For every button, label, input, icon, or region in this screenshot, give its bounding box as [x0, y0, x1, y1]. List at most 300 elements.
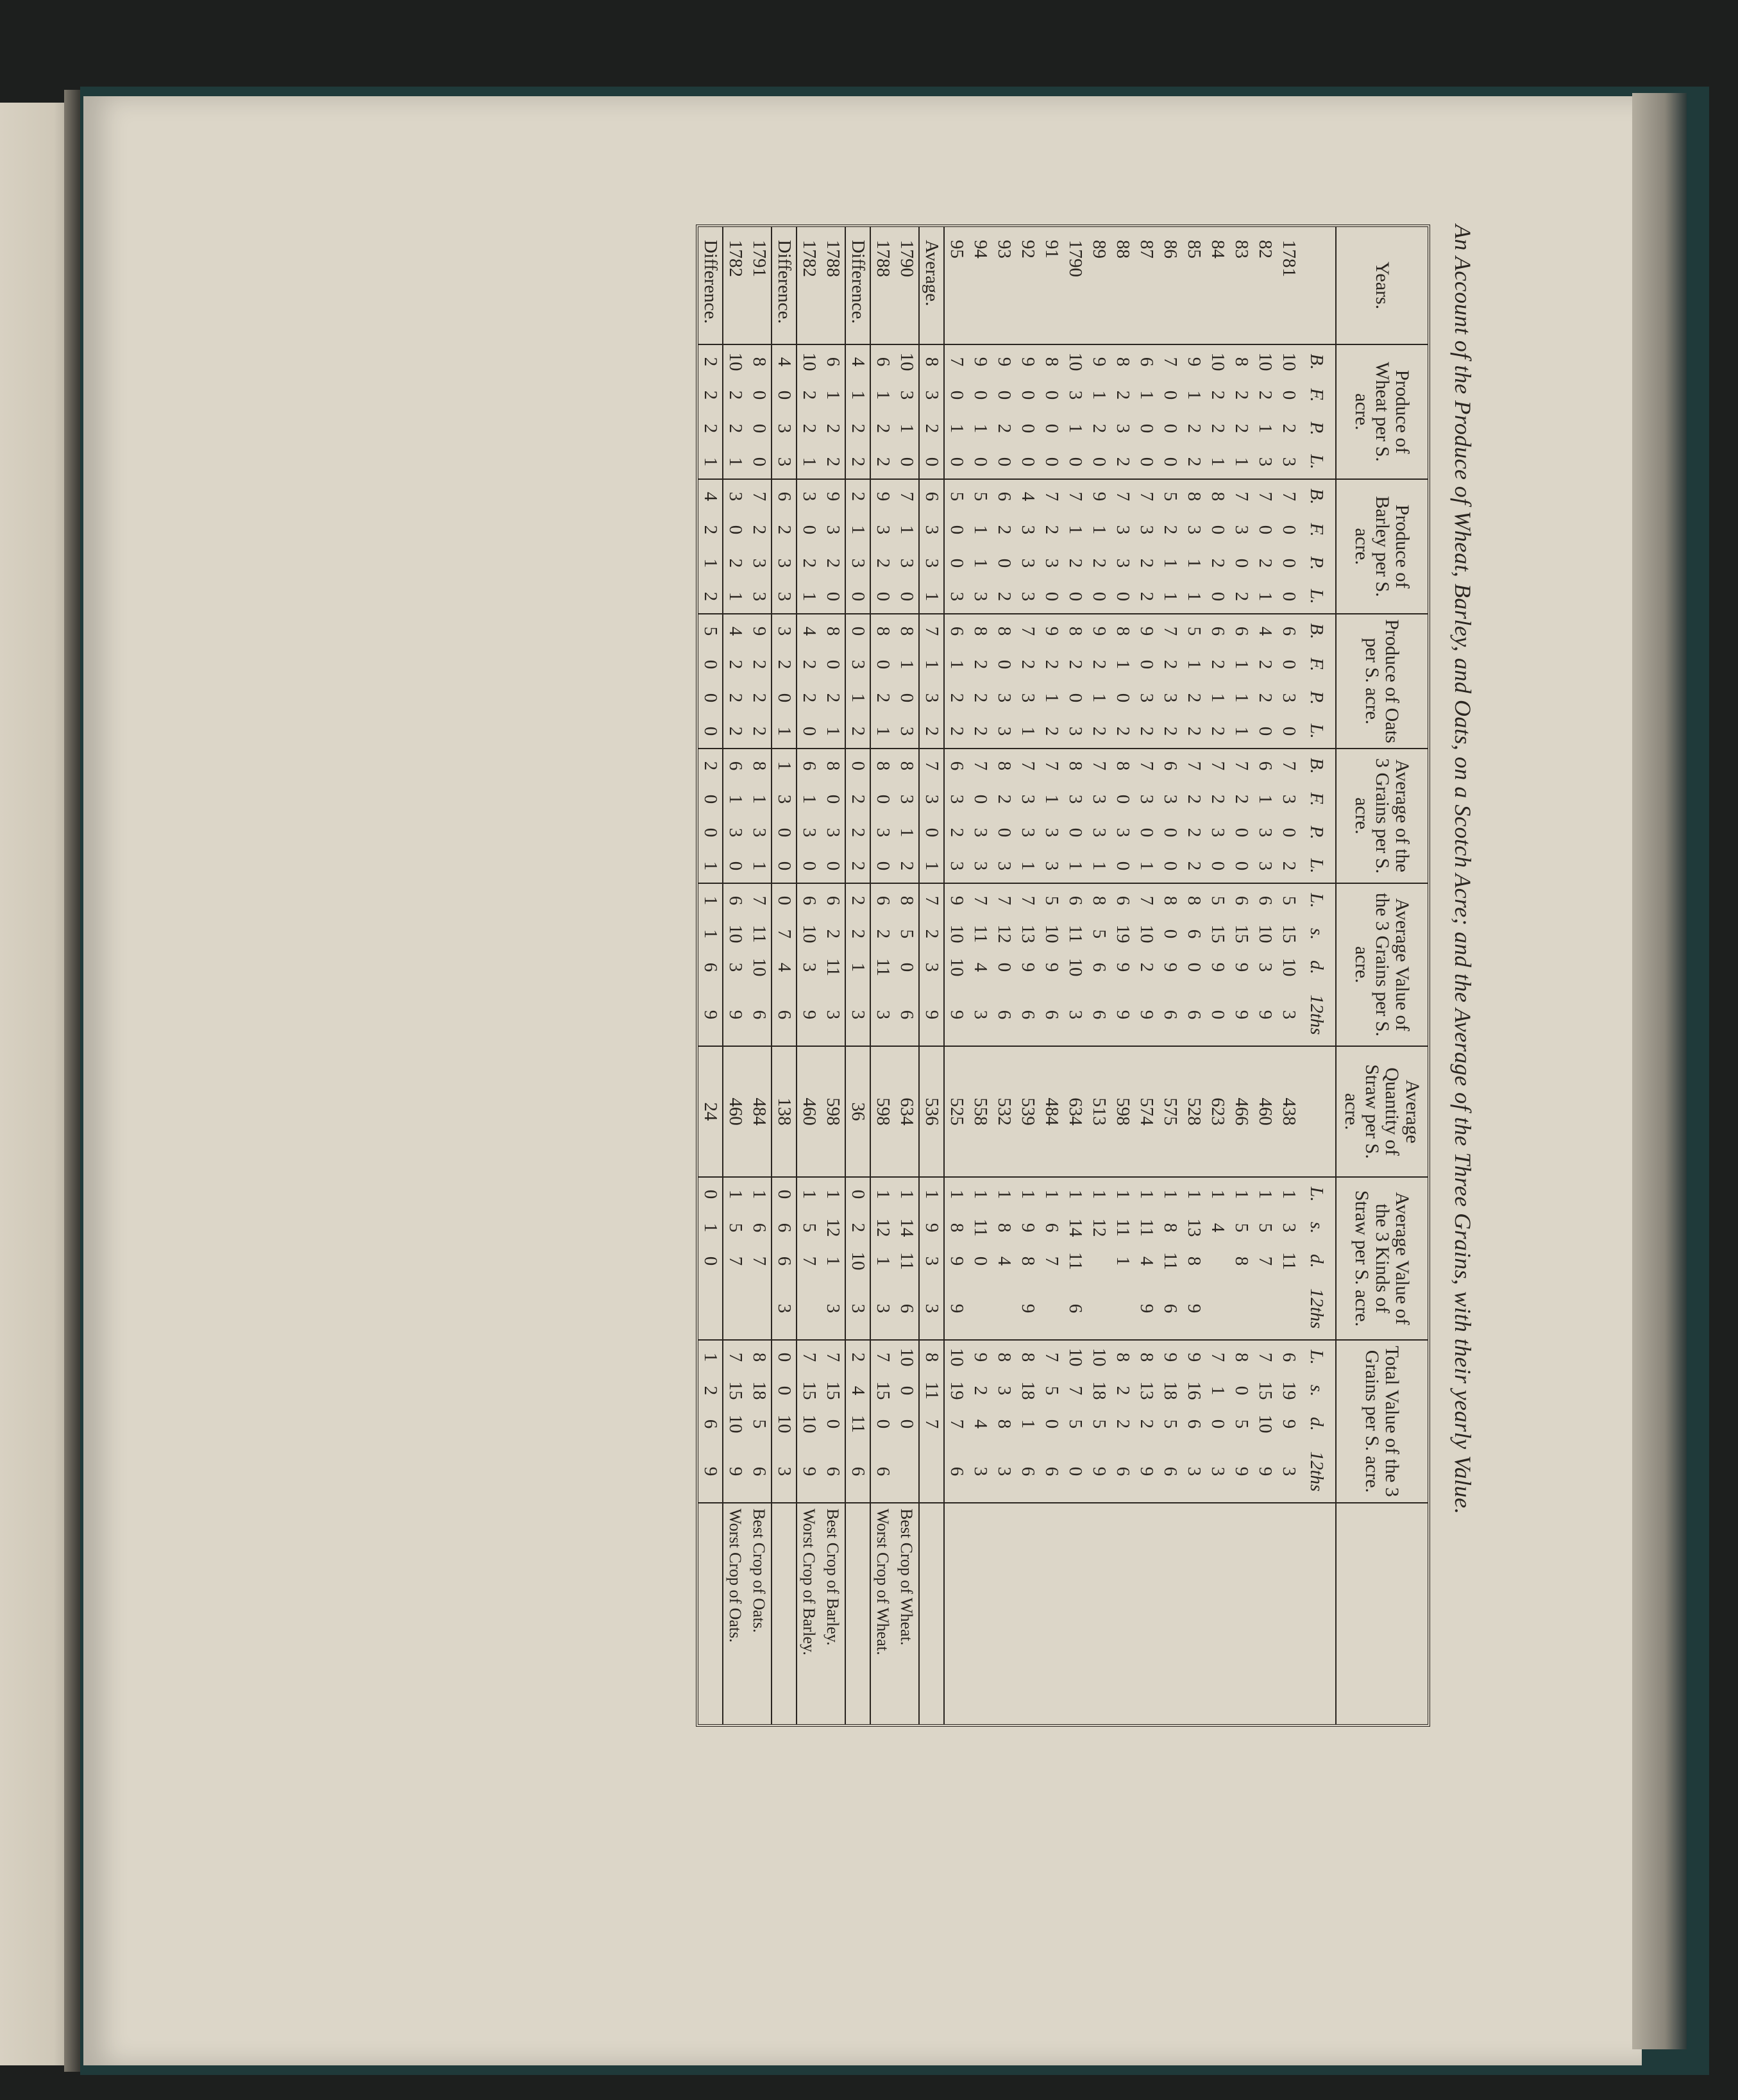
average-value-cell: 6 — [1089, 962, 1109, 972]
unit-label: d. — [1306, 960, 1328, 974]
header-years: Years. — [1336, 227, 1428, 344]
straw-value-cell: 1 — [873, 1256, 893, 1266]
straw-value-cell — [1253, 1278, 1277, 1340]
oats-cell: 2 — [1255, 659, 1276, 670]
average-grains-cell: 7 — [1087, 749, 1111, 783]
wheat-cell: 0 — [994, 457, 1015, 467]
total-value-cell: 9 — [968, 1340, 992, 1374]
average-grains-cell: 3 — [919, 783, 944, 816]
straw-value-cell — [797, 1278, 821, 1340]
straw-value-cell: 1 — [1253, 1177, 1277, 1211]
average-grains-cell: 0 — [873, 861, 893, 871]
average-grains-cell: 7 — [1206, 749, 1229, 783]
average-grains-cell: 0 — [799, 861, 820, 871]
wheat-cell: 3 — [772, 445, 797, 479]
average-grains-cell: 3 — [1255, 861, 1276, 871]
average-value-cell: 9 — [1042, 962, 1062, 972]
total-value-cell: 3 — [1184, 1466, 1204, 1477]
average-value-cell: 6 — [821, 883, 845, 917]
total-value-cell: 10 — [1063, 1340, 1087, 1374]
unit-label: s. — [1306, 927, 1328, 940]
table-row — [992, 227, 1016, 1724]
average-grains-cell: 3 — [725, 827, 746, 838]
crop-note — [944, 1503, 968, 1724]
average-grains-cell: 6 — [1253, 749, 1277, 783]
average-grains-cell: 2 — [1184, 794, 1204, 804]
average-grains-cell: 0 — [873, 794, 893, 804]
total-value-cell: 6 — [947, 1466, 967, 1477]
barley-cell: 0 — [1042, 591, 1062, 602]
year-cell: 88 — [1113, 240, 1133, 258]
straw-value-cell — [747, 1278, 772, 1340]
wheat-cell: 0 — [1042, 390, 1062, 400]
table-row — [1206, 227, 1229, 1724]
wheat-cell: 0 — [895, 445, 919, 479]
crop-note: Best Crop of Barley. — [821, 1503, 845, 1724]
straw-value-cell: 1 — [698, 1211, 723, 1244]
average-value-cell: 10 — [947, 958, 967, 977]
barley-cell: 2 — [1231, 591, 1252, 602]
average-grains-cell: 3 — [1279, 794, 1299, 804]
oats-cell: 1 — [772, 715, 797, 749]
barley-cell: 2 — [799, 558, 820, 568]
barley-cell: 2 — [1065, 558, 1086, 568]
barley-cell: 4 — [1016, 479, 1040, 513]
barley-cell: 7 — [1040, 479, 1063, 513]
wheat-cell: 2 — [1208, 423, 1228, 434]
straw-quantity-cell: 484 — [747, 1046, 772, 1177]
table-row — [797, 227, 821, 1724]
total-value-cell: 7 — [1040, 1340, 1063, 1374]
average-value-cell: 6 — [1018, 1010, 1038, 1020]
table-row — [968, 227, 992, 1724]
oats-cell: 1 — [1018, 726, 1038, 736]
straw-value-cell: 3 — [919, 1244, 944, 1278]
wheat-cell: 10 — [1277, 344, 1301, 378]
average-value-cell: 8 — [895, 883, 919, 917]
straw-value-cell: 1 — [1135, 1177, 1158, 1211]
straw-value-cell: 3 — [919, 1278, 944, 1340]
oats-cell: 0 — [1279, 659, 1299, 670]
wheat-cell: 9 — [1016, 344, 1040, 378]
straw-value-cell: 1 — [968, 1177, 992, 1211]
average-grains-cell: 3 — [970, 861, 991, 871]
total-value-cell: 8 — [992, 1340, 1016, 1374]
total-value-cell: 10 — [1087, 1340, 1111, 1374]
straw-value-cell — [723, 1278, 747, 1340]
total-value-cell: 18 — [1018, 1381, 1038, 1400]
barley-cell: 2 — [821, 546, 845, 580]
oats-cell: 3 — [1279, 693, 1299, 703]
straw-value-cell: 1 — [821, 1177, 845, 1211]
average-value-cell: 1 — [845, 951, 870, 984]
average-value-cell: 2 — [845, 917, 870, 951]
oats-cell: 1 — [821, 715, 845, 749]
total-value-cell: 8 — [919, 1340, 944, 1374]
barley-cell: 7 — [1277, 479, 1301, 513]
average-value-cell: 10 — [1136, 924, 1157, 944]
average-value-cell: 9 — [799, 1010, 820, 1020]
oats-cell: 2 — [1208, 726, 1228, 736]
average-grains-cell: 0 — [698, 816, 723, 849]
barley-cell: 2 — [1208, 558, 1228, 568]
straw-value-cell: 7 — [799, 1256, 820, 1266]
average-value-cell: 8 — [1087, 883, 1111, 917]
total-value-cell: 5 — [1065, 1419, 1086, 1429]
total-value-cell: 7 — [1206, 1340, 1229, 1374]
straw-value-cell: 1 — [821, 1244, 845, 1278]
total-value-cell: 7 — [870, 1340, 895, 1374]
wheat-cell: 9 — [1182, 344, 1206, 378]
total-value-cell: 0 — [821, 1407, 845, 1441]
average-value-cell: 9 — [1231, 962, 1252, 972]
wheat-cell: 1 — [799, 457, 820, 467]
straw-value-cell: 6 — [772, 1244, 797, 1278]
average-grains-cell: 0 — [821, 849, 845, 883]
wheat-cell: 0 — [1160, 390, 1181, 400]
average-value-cell: 6 — [1229, 883, 1253, 917]
oats-cell: 2 — [947, 693, 967, 703]
average-value-cell: 2 — [845, 883, 870, 917]
straw-quantity-cell: 24 — [698, 1046, 723, 1177]
total-value-cell: 6 — [1042, 1466, 1062, 1477]
barley-cell: 3 — [1018, 525, 1038, 535]
total-value-cell: 6 — [698, 1407, 723, 1441]
wheat-cell: 3 — [919, 378, 944, 412]
average-grains-cell: 3 — [947, 794, 967, 804]
year-cell: 92 — [1018, 240, 1038, 258]
header-average-grains: Average of the 3 Grains per S. acre. — [1336, 749, 1428, 883]
average-grains-cell: 1 — [1136, 861, 1157, 871]
barley-cell: 3 — [1018, 558, 1038, 568]
crop-note — [1016, 1503, 1040, 1724]
wheat-cell: 4 — [772, 344, 797, 378]
oats-cell: 8 — [870, 614, 895, 648]
total-value-cell: 5 — [1089, 1419, 1109, 1429]
average-value-cell: 6 — [797, 883, 821, 917]
unit-label: F. — [1306, 388, 1328, 402]
average-grains-cell: 3 — [747, 816, 772, 849]
wheat-cell: 2 — [725, 390, 746, 400]
straw-value-cell: 11 — [1279, 1252, 1299, 1270]
barley-cell: 1 — [919, 580, 944, 614]
crop-note — [1087, 1503, 1111, 1724]
total-value-cell: 6 — [1160, 1466, 1181, 1477]
total-value-cell: 8 — [747, 1340, 772, 1374]
average-value-cell: 3 — [1065, 1010, 1086, 1020]
average-value-cell: 3 — [821, 984, 845, 1046]
straw-value-cell: 4 — [1136, 1256, 1157, 1266]
straw-value-cell: 11 — [1113, 1219, 1133, 1237]
straw-value-cell: 4 — [994, 1256, 1015, 1266]
year-cell: 95 — [947, 240, 967, 258]
barley-cell: 6 — [919, 479, 944, 513]
total-value-cell: 4 — [845, 1374, 870, 1407]
total-value-cell: 5 — [1160, 1419, 1181, 1429]
wheat-cell: 0 — [1160, 457, 1181, 467]
average-grains-cell: 2 — [994, 794, 1015, 804]
total-value-cell: 3 — [1208, 1466, 1228, 1477]
oats-cell: 6 — [944, 614, 968, 648]
year-cell: 87 — [1136, 240, 1157, 258]
total-value-cell: 9 — [698, 1441, 723, 1503]
straw-value-cell: 6 — [1042, 1223, 1062, 1233]
average-value-cell: 11 — [747, 917, 772, 951]
barley-cell: 7 — [747, 479, 772, 513]
total-value-cell: 8 — [1229, 1340, 1253, 1374]
total-value-cell: 0 — [895, 1374, 919, 1407]
straw-value-cell: 1 — [1158, 1177, 1182, 1211]
average-value-cell: 6 — [698, 951, 723, 984]
average-grains-cell: 2 — [1184, 827, 1204, 838]
average-value-cell: 10 — [1065, 958, 1086, 977]
crop-note: Best Crop of Oats. — [747, 1503, 772, 1724]
average-grains-cell: 7 — [1135, 749, 1158, 783]
straw-value-cell: 9 — [947, 1256, 967, 1266]
average-value-cell: 15 — [1208, 924, 1228, 944]
barley-cell: 5 — [1158, 479, 1182, 513]
barley-cell: 0 — [1279, 525, 1299, 535]
average-grains-cell: 2 — [845, 816, 870, 849]
wheat-cell: 0 — [947, 390, 967, 400]
average-value-cell: 7 — [1135, 883, 1158, 917]
average-value-cell: 6 — [723, 883, 747, 917]
average-grains-cell: 3 — [821, 816, 845, 849]
oats-cell: 0 — [772, 681, 797, 715]
straw-value-cell: 12 — [873, 1218, 893, 1237]
barley-cell: 1 — [1255, 591, 1276, 602]
oats-cell: 2 — [1184, 693, 1204, 703]
oats-cell: 8 — [895, 614, 919, 648]
barley-cell: 9 — [1087, 479, 1111, 513]
average-value-cell: 7 — [1016, 883, 1040, 917]
average-value-cell: 9 — [1231, 1010, 1252, 1020]
oats-cell: 2 — [845, 715, 870, 749]
wheat-cell: 0 — [1042, 423, 1062, 434]
straw-quantity-cell: 539 — [1016, 1046, 1040, 1177]
average-value-cell: 0 — [1184, 962, 1204, 972]
wheat-cell: 0 — [1042, 457, 1062, 467]
wheat-cell: 8 — [919, 344, 944, 378]
average-grains-cell: 3 — [1255, 827, 1276, 838]
average-grains-cell: 2 — [845, 783, 870, 816]
average-value-cell: 7 — [968, 883, 992, 917]
barley-cell: 4 — [698, 479, 723, 513]
wheat-cell: 2 — [845, 412, 870, 445]
unit-blank — [1301, 1046, 1336, 1177]
barley-cell: 0 — [1279, 558, 1299, 568]
average-value-cell: 6 — [895, 984, 919, 1046]
average-value-cell: 1 — [698, 883, 723, 917]
average-grains-cell: 8 — [1111, 749, 1135, 783]
oats-cell: 1 — [1231, 693, 1252, 703]
wheat-cell: 2 — [994, 423, 1015, 434]
straw-quantity-cell: 525 — [944, 1046, 968, 1177]
year-cell: 1782 — [725, 240, 746, 277]
oats-cell: 0 — [1255, 726, 1276, 736]
average-value-cell: 9 — [1255, 1010, 1276, 1020]
oats-cell: 1 — [895, 648, 919, 681]
average-grains-cell: 0 — [1160, 827, 1181, 838]
average-value-cell: 10 — [1255, 924, 1276, 944]
total-value-cell: 6 — [1113, 1466, 1133, 1477]
oats-cell: 2 — [799, 693, 820, 703]
oats-cell: 8 — [968, 614, 992, 648]
straw-value-cell: 1 — [944, 1177, 968, 1211]
straw-value-cell: 1 — [797, 1177, 821, 1211]
straw-value-cell: 8 — [1231, 1256, 1252, 1266]
wheat-cell: 1 — [1208, 457, 1228, 467]
oats-cell: 2 — [1160, 659, 1181, 670]
average-value-cell: 10 — [799, 924, 820, 944]
oats-cell: 2 — [747, 715, 772, 749]
straw-value-cell: 1 — [1111, 1177, 1135, 1211]
oats-cell: 4 — [1253, 614, 1277, 648]
oats-cell: 0 — [895, 681, 919, 715]
units-row — [1301, 227, 1336, 1724]
average-grains-cell: 1 — [919, 849, 944, 883]
total-value-cell: 9 — [1136, 1466, 1157, 1477]
wheat-cell: 2 — [1184, 423, 1204, 434]
average-grains-cell: 0 — [1231, 861, 1252, 871]
barley-cell: 1 — [845, 513, 870, 546]
average-value-cell: 9 — [1018, 962, 1038, 972]
oats-cell: 2 — [873, 693, 893, 703]
table-row — [1277, 227, 1301, 1724]
wheat-cell: 2 — [1231, 390, 1252, 400]
crop-note — [1206, 1503, 1229, 1724]
straw-value-cell — [968, 1278, 992, 1340]
barley-cell: 0 — [1279, 591, 1299, 602]
barley-cell: 3 — [1042, 558, 1062, 568]
average-value-cell: 3 — [1279, 1010, 1299, 1020]
average-grains-cell: 0 — [1160, 861, 1181, 871]
wheat-cell: 0 — [1136, 423, 1157, 434]
total-value-cell: 18 — [1089, 1381, 1109, 1400]
straw-value-cell — [1040, 1278, 1063, 1340]
average-value-cell: 9 — [1208, 962, 1228, 972]
oats-cell: 6 — [1277, 614, 1301, 648]
straw-value-cell: 1 — [1040, 1177, 1063, 1211]
header-barley: Produce of Barley per S. acre. — [1336, 479, 1428, 614]
average-value-cell: 8 — [1158, 883, 1182, 917]
average-value-cell: 8 — [1182, 883, 1206, 917]
wheat-cell: 1 — [970, 423, 991, 434]
total-value-cell: 0 — [895, 1407, 919, 1441]
wheat-cell: 1 — [821, 378, 845, 412]
average-grains-cell: 0 — [1113, 794, 1133, 804]
barley-cell: 3 — [919, 513, 944, 546]
straw-value-cell: 14 — [895, 1211, 919, 1244]
average-value-cell: 11 — [821, 951, 845, 984]
oats-cell: 2 — [947, 726, 967, 736]
average-grains-cell: 1 — [895, 816, 919, 849]
barley-cell: 0 — [1255, 525, 1276, 535]
oats-cell: 0 — [799, 726, 820, 736]
straw-quantity-cell: 536 — [919, 1046, 944, 1177]
average-grains-cell: 0 — [845, 749, 870, 783]
table-row — [870, 227, 895, 1724]
table-row — [1182, 227, 1206, 1724]
table-row — [1229, 227, 1253, 1724]
units-years-cell — [1301, 227, 1336, 344]
straw-value-cell: 11 — [970, 1219, 991, 1237]
straw-value-cell: 1 — [1229, 1177, 1253, 1211]
oats-cell: 0 — [845, 614, 870, 648]
oats-cell: 1 — [845, 681, 870, 715]
wheat-cell: 2 — [698, 378, 723, 412]
average-grains-cell: 3 — [799, 827, 820, 838]
average-value-cell: 3 — [919, 951, 944, 984]
barley-cell: 0 — [1113, 591, 1133, 602]
barley-cell: 0 — [821, 580, 845, 614]
oats-cell: 2 — [821, 681, 845, 715]
total-value-cell: 0 — [1065, 1466, 1086, 1477]
wheat-cell: 10 — [895, 344, 919, 378]
average-value-cell: 9 — [1113, 1010, 1133, 1020]
total-value-cell: 7 — [919, 1407, 944, 1441]
straw-value-cell: 3 — [845, 1278, 870, 1340]
wheat-cell: 2 — [799, 390, 820, 400]
average-grains-cell: 3 — [1089, 794, 1109, 804]
unit-label: s. — [1306, 1384, 1328, 1397]
total-value-cell: 3 — [772, 1441, 797, 1503]
straw-value-cell: 1 — [1087, 1177, 1111, 1211]
average-value-cell: 11 — [873, 958, 893, 976]
oats-cell: 6 — [1229, 614, 1253, 648]
total-value-cell: 8 — [1111, 1340, 1135, 1374]
unit-label: B. — [1301, 749, 1336, 783]
straw-value-cell: 6 — [772, 1211, 797, 1244]
average-value-cell: 5 — [1040, 883, 1063, 917]
unit-label: d. — [1306, 1254, 1328, 1268]
page-fold — [1632, 93, 1687, 2049]
total-value-cell: 19 — [947, 1381, 967, 1400]
wheat-cell: 8 — [1229, 344, 1253, 378]
crop-note: Worst Crop of Barley. — [797, 1503, 821, 1724]
header-notes — [1336, 1503, 1428, 1724]
table-row — [747, 227, 772, 1724]
total-value-cell: 7 — [821, 1340, 845, 1374]
year-cell: 1790 — [895, 227, 919, 344]
average-grains-cell: 1 — [1089, 861, 1109, 871]
total-value-cell: 10 — [772, 1407, 797, 1441]
barley-cell: 2 — [747, 513, 772, 546]
average-grains-cell: 0 — [1231, 827, 1252, 838]
straw-value-cell: 2 — [845, 1211, 870, 1244]
straw-value-cell: 12 — [1089, 1218, 1109, 1237]
unit-label: L. — [1306, 589, 1328, 604]
barley-cell: 0 — [994, 558, 1015, 568]
oats-cell: 3 — [845, 648, 870, 681]
average-grains-cell: 0 — [919, 816, 944, 849]
wheat-cell: 2 — [1113, 390, 1133, 400]
average-value-cell: 5 — [1089, 929, 1109, 939]
barley-cell: 1 — [1184, 558, 1204, 568]
barley-cell: 2 — [1089, 558, 1109, 568]
barley-cell: 8 — [1206, 479, 1229, 513]
straw-value-cell: 9 — [947, 1303, 967, 1314]
oats-cell: 5 — [1182, 614, 1206, 648]
average-grains-cell: 1 — [1255, 794, 1276, 804]
straw-value-cell: 11 — [895, 1244, 919, 1278]
straw-value-cell: 5 — [1231, 1223, 1252, 1233]
average-grains-cell: 0 — [772, 816, 797, 849]
barley-cell: 1 — [970, 525, 991, 535]
average-grains-cell: 7 — [1040, 749, 1063, 783]
oats-cell: 2 — [725, 726, 746, 736]
average-value-cell: 0 — [1160, 929, 1181, 939]
